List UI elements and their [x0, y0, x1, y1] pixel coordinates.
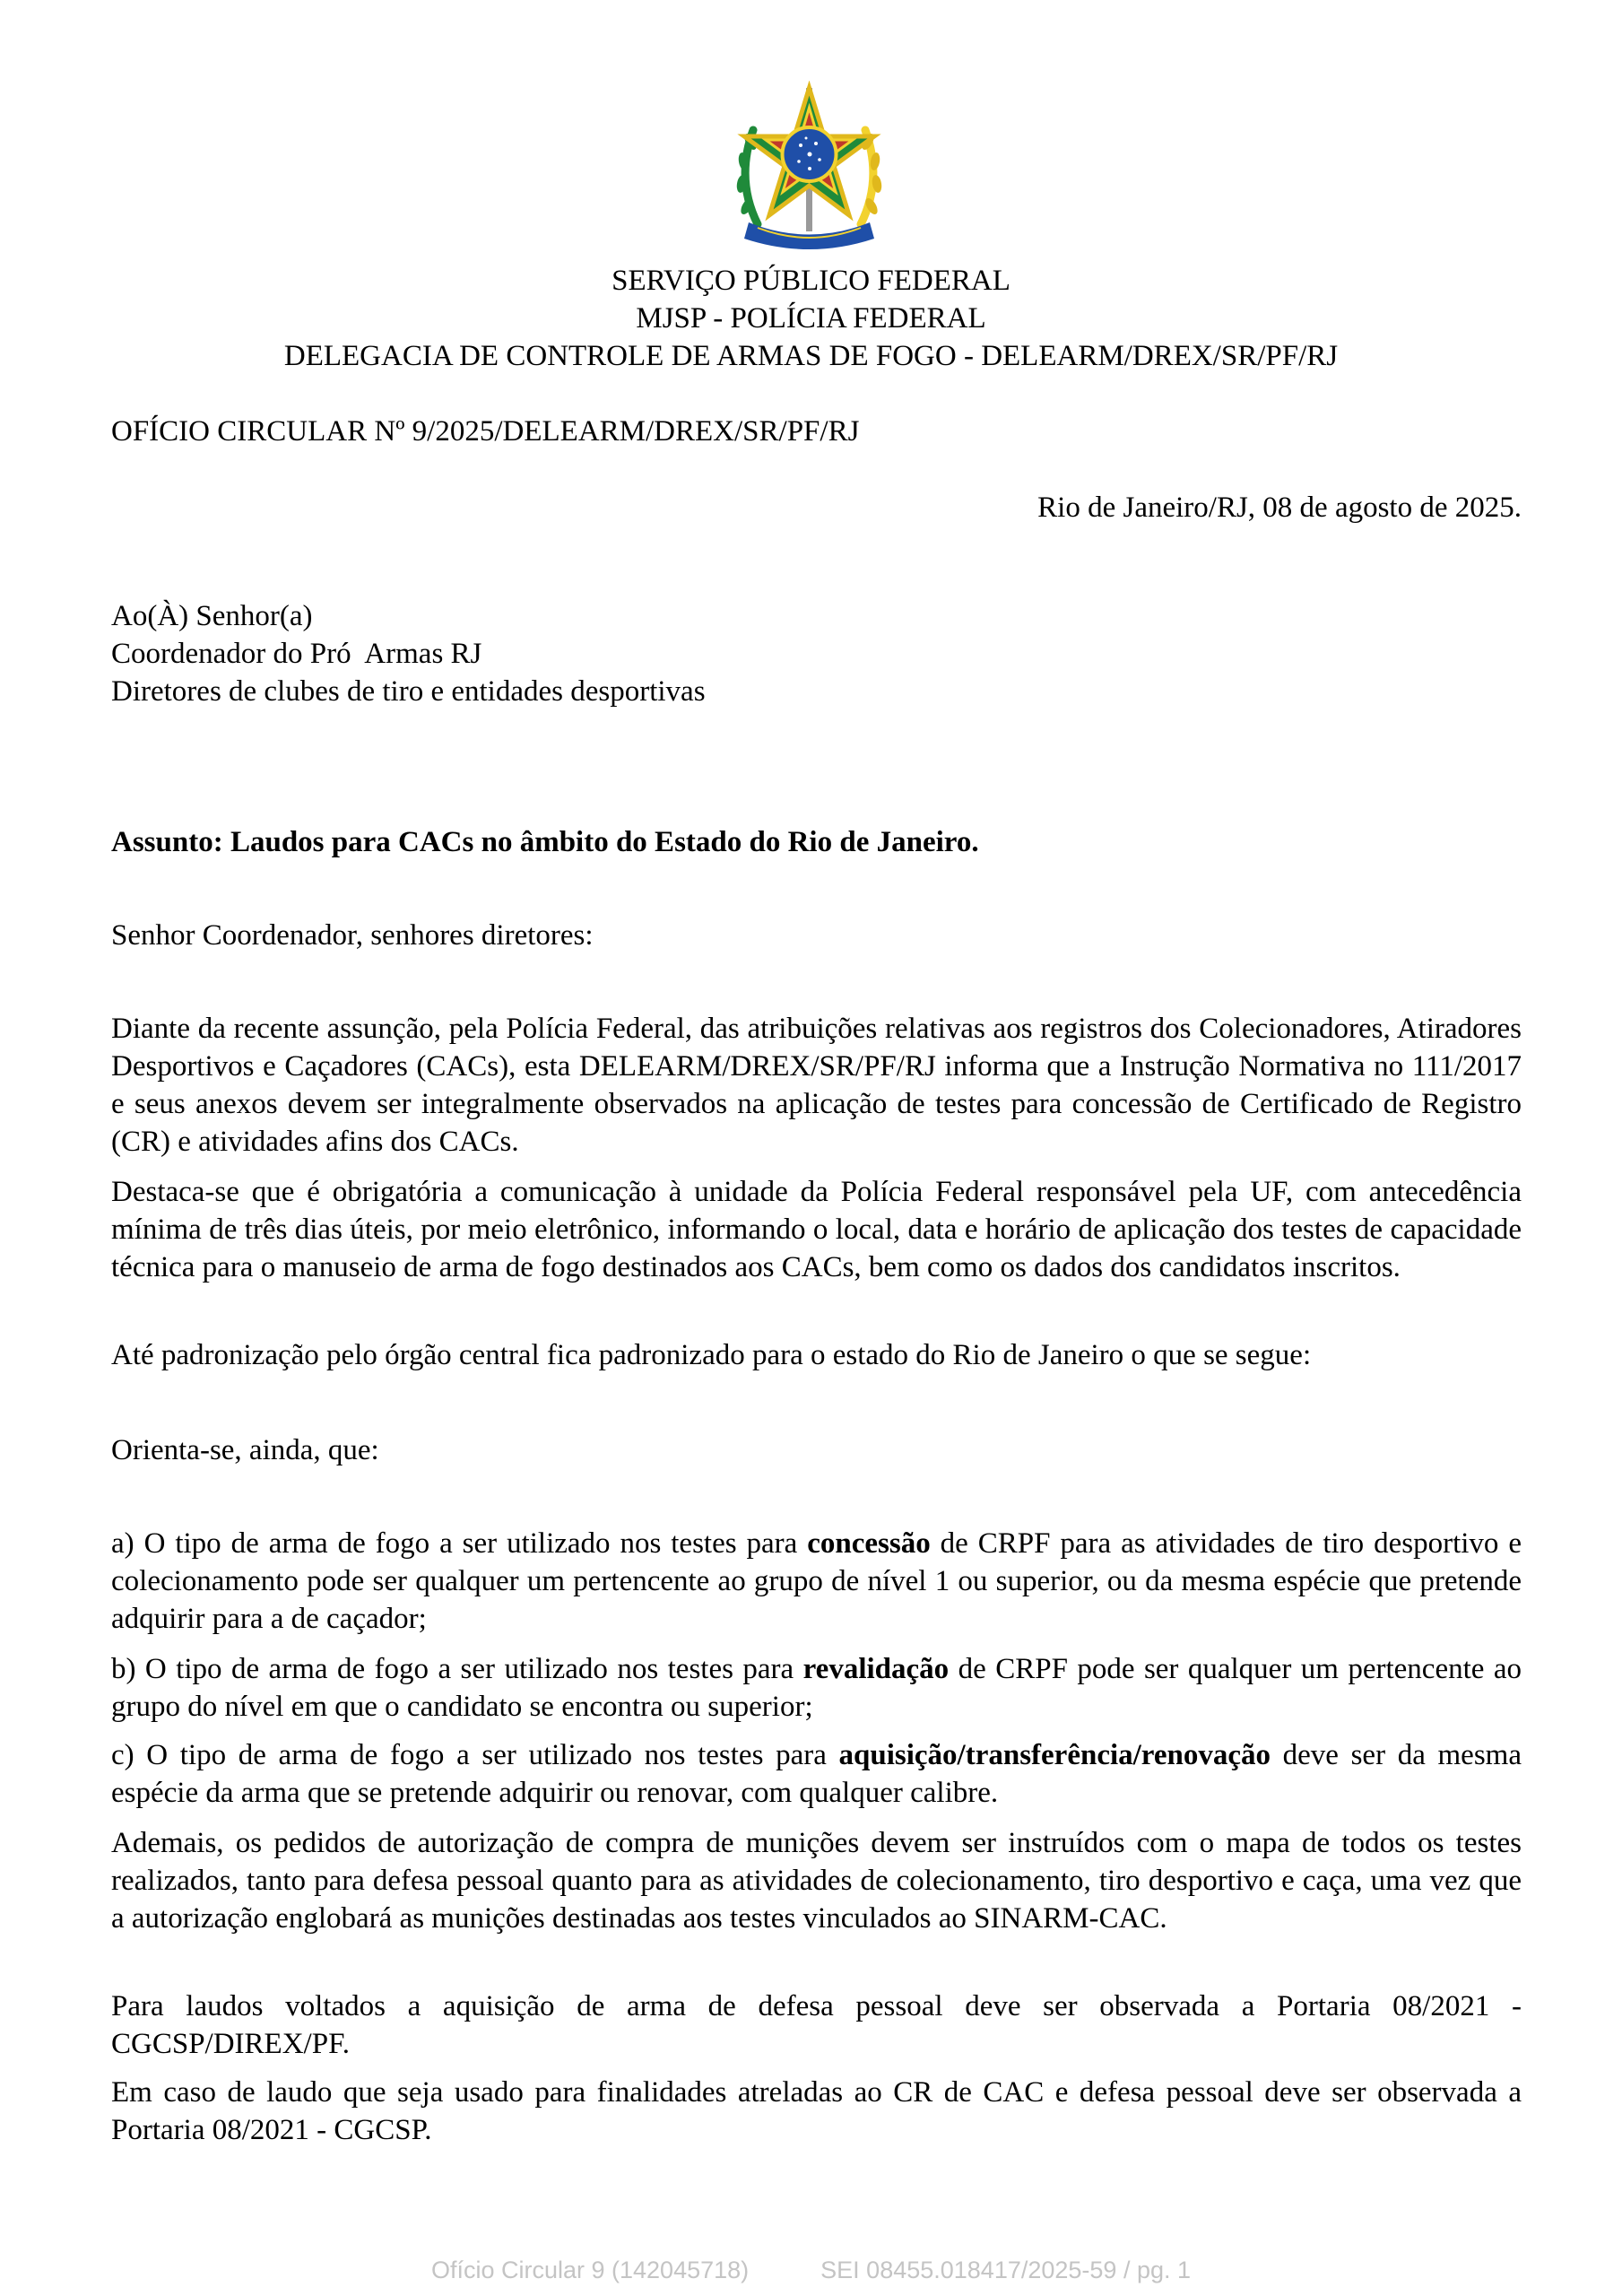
paragraph-1: Diante da recente assunção, pela Polícia Federal, das atribuições relativas aos registros dos Colecionadores, Atiradores Desportivos e Caçadores (CACs), esta DELEARM/DREX/SR/PF/RJ informa que a Instrução Normativa no 111/2017 e seus anexos devem ser integralmente observados na aplicação de testes para concessão de Certificado de Registro (CR) e atividades afins dos CACs.: [111, 1013, 1522, 1158]
header-line-1: SERVIÇO PÚBLICO FEDERAL: [612, 265, 1010, 297]
item-a-text: a) O tipo de arma de fogo a ser utilizado nos testes para: [111, 1527, 808, 1560]
item-c-text-2: deve ser da mesma espécie da arma que se pretende adquirir ou renovar, com qualquer calibre.: [111, 1739, 1522, 1809]
addressee-block: [111, 597, 1522, 710]
item-b: [111, 1650, 1522, 1726]
item-a: [111, 1525, 1522, 1638]
header-line-2: MJSP - POLÍCIA FEDERAL: [636, 302, 986, 335]
footer-document-id: Ofício Circular 9 (142045718): [430, 2257, 750, 2283]
greeting: Senhor Coordenador, senhores diretores:: [111, 919, 594, 952]
paragraph-5: Ademais, os pedidos de autorização de compra de munições devem ser instruídos com o mapa de todos os testes realizados, tanto para defesa pessoal quanto para as atividades de colecionamento, tiro desportivo e caça, uma vez que a autorização englobará as munições destinadas aos testes vinculados ao SINARM-CAC.: [111, 1827, 1522, 1935]
brasil-coat-of-arms-icon: [731, 81, 888, 251]
document-number: OFÍCIO CIRCULAR Nº 9/2025/DELEARM/DREX/SR/PF/RJ: [111, 415, 860, 448]
paragraph-3: Até padronização pelo órgão central fica padronizado para o estado do Rio de Janeiro o que se segue:: [111, 1339, 1312, 1371]
addressee-line-1: Ao(À) Senhor(a): [111, 600, 313, 632]
item-c-bold: aquisição/transferência/renovação: [838, 1739, 1271, 1771]
paragraph-6: Para laudos voltados a aquisição de arma de defesa pessoal deve ser observada a Portaria 08/2021 - CGCSP/DIREX/PF.: [111, 1990, 1522, 2060]
document-date: Rio de Janeiro/RJ, 08 de agosto de 2025.: [1037, 491, 1522, 524]
letterhead: [0, 262, 1622, 375]
item-c-text: c) O tipo de arma de fogo a ser utilizado nos testes para: [111, 1739, 839, 1771]
paragraph-7: Em caso de laudo que seja usado para finalidades atreladas ao CR de CAC e defesa pessoal deve ser observada a Portaria 08/2021 - CGCSP.: [111, 2076, 1522, 2146]
page-footer: [0, 2251, 1622, 2289]
item-c: [111, 1736, 1522, 1812]
addressee-line-3: Diretores de clubes de tiro e entidades desportivas: [111, 675, 706, 708]
subject-line: Assunto: Laudos para CACs no âmbito do Estado do Rio de Janeiro.: [111, 826, 979, 858]
item-b-text-2: de CRPF pode ser qualquer um pertencente ao grupo do nível em que o candidato se encontra ou superior;: [111, 1653, 1522, 1723]
addressee-line-2: Coordenador do Pró Armas RJ: [111, 638, 482, 670]
item-a-text-2: de CRPF para as atividades de tiro desportivo e colecionamento pode ser qualquer um pertencente ao grupo de nível 1 ou superior, ou da mesma espécie que pretende adquirir para a de caçador;: [111, 1527, 1522, 1635]
header-line-3: DELEGACIA DE CONTROLE DE ARMAS DE FOGO - DELEARM/DREX/SR/PF/RJ: [283, 340, 1339, 372]
item-b-bold: revalidação: [802, 1653, 950, 1685]
item-b-text: b) O tipo de arma de fogo a ser utilizado nos testes para: [111, 1653, 803, 1685]
paragraph-4: Orienta-se, ainda, que:: [111, 1434, 379, 1466]
item-a-bold: concessão: [807, 1527, 931, 1560]
paragraph-2: Destaca-se que é obrigatória a comunicação à unidade da Polícia Federal responsável pela UF, com antecedência mínima de três dias úteis, por meio eletrônico, informando o local, data e horário de aplicação dos testes de capacidade técnica para o manuseio de arma de fogo destinados aos CACs, bem como os dados dos candidatos inscritos.: [111, 1176, 1522, 1283]
footer-sei-reference: SEI 08455.018417/2025-59 / pg. 1: [820, 2257, 1192, 2283]
